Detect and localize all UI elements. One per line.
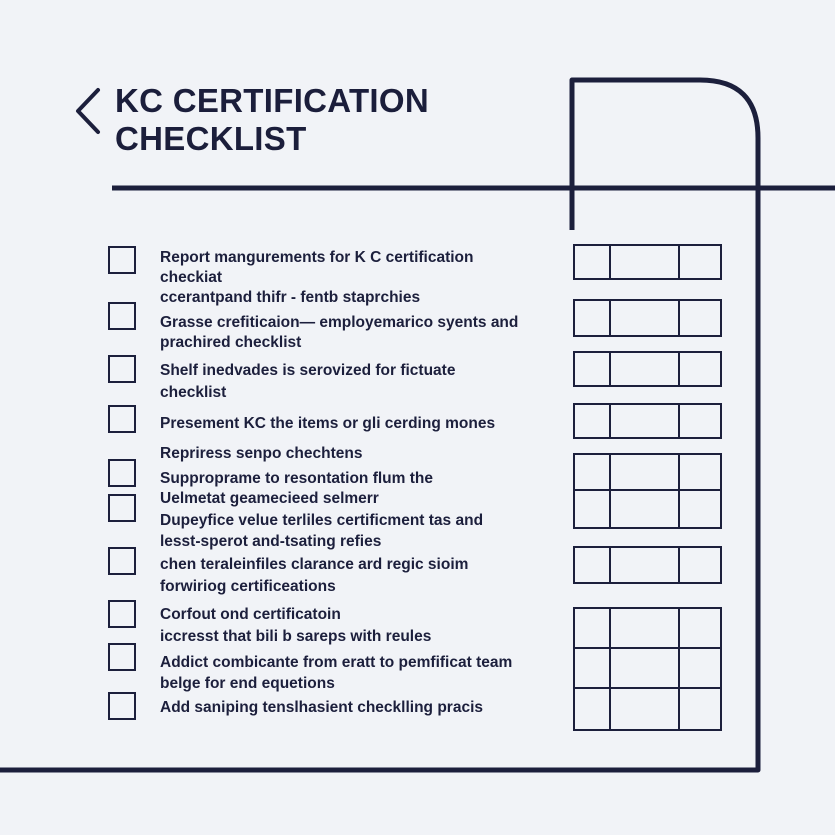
item-text-line: Grasse crefiticaion— employemarico syents and: [160, 314, 519, 331]
tick-grid: [573, 244, 722, 280]
grid-cell[interactable]: [611, 405, 680, 437]
grid-cell[interactable]: [575, 301, 611, 335]
item-checkbox[interactable]: [108, 246, 136, 274]
grid-cell[interactable]: [575, 609, 611, 649]
grid-cell[interactable]: [611, 455, 680, 491]
grid-cell[interactable]: [575, 455, 611, 491]
grid-cell[interactable]: [680, 609, 720, 649]
chevron-left-icon[interactable]: [70, 86, 110, 136]
grid-cell[interactable]: [575, 246, 611, 278]
page-title: [115, 82, 429, 158]
item-text-line: prachired checklist: [160, 334, 302, 351]
item-checkbox[interactable]: [108, 459, 136, 487]
grid-cell[interactable]: [680, 649, 720, 689]
item-text-line: Add saniping tenslhasient checklling pracis: [160, 699, 483, 716]
grid-cell[interactable]: [680, 689, 720, 729]
item-text-line: checklist: [160, 384, 227, 401]
item-text-line: Report mangurements for K C certification: [160, 249, 474, 266]
checklist-item: [108, 302, 578, 352]
grid-cell[interactable]: [611, 689, 680, 729]
item-text-line: Corfout ond certificatoin: [160, 606, 341, 623]
item-text-line: Shelf inedvades is serovized for fictuate: [160, 362, 456, 379]
item-text-line: forwiriog certificeations: [160, 578, 336, 595]
grid-cell[interactable]: [680, 491, 720, 527]
checklist-item: [108, 547, 578, 597]
grid-cell[interactable]: [575, 491, 611, 527]
checklist-item: [108, 494, 578, 550]
checklist-item: [108, 643, 578, 693]
grid-cell[interactable]: [575, 353, 611, 385]
item-checkbox[interactable]: [108, 600, 136, 628]
grid-cell[interactable]: [611, 548, 680, 582]
tick-grid: [573, 403, 722, 439]
grid-cell[interactable]: [680, 353, 720, 385]
item-checkbox[interactable]: [108, 355, 136, 383]
grid-cell[interactable]: [680, 246, 720, 278]
item-text-line: chen teraleinfiles clarance ard regic sioim: [160, 556, 469, 573]
item-checkbox[interactable]: [108, 302, 136, 330]
tick-grid: [573, 607, 722, 731]
grid-cell[interactable]: [611, 649, 680, 689]
item-text-line: Addict combicante from eratt to pemfificat team: [160, 654, 513, 671]
item-text-line: checkiat: [160, 269, 223, 286]
tick-grid: [573, 546, 722, 584]
item-text-line: Dupeyfice velue terliles certificment tas and: [160, 512, 484, 529]
item-text-line: Presement KC the items or gli cerding mones: [160, 415, 496, 432]
item-text-line: iccresst that bili b sareps with reules: [160, 628, 432, 645]
grid-cell[interactable]: [680, 548, 720, 582]
grid-cell[interactable]: [575, 548, 611, 582]
item-text-line: Uelmetat geamecieed selmerr: [160, 490, 379, 507]
checklist-item: [108, 405, 578, 435]
grid-cell[interactable]: [575, 649, 611, 689]
item-checkbox[interactable]: [108, 494, 136, 522]
tick-grid: [573, 299, 722, 337]
checklist-item: [108, 692, 578, 722]
grid-cell[interactable]: [611, 353, 680, 385]
grid-cell[interactable]: [575, 405, 611, 437]
grid-cell[interactable]: [680, 301, 720, 335]
item-checkbox[interactable]: [108, 692, 136, 720]
item-checkbox[interactable]: [108, 547, 136, 575]
item-checkbox[interactable]: [108, 643, 136, 671]
grid-cell[interactable]: [680, 455, 720, 491]
item-checkbox[interactable]: [108, 405, 136, 433]
title-line-1: KC CERTIFICATION: [115, 82, 429, 119]
grid-cell[interactable]: [575, 689, 611, 729]
item-text-line: belge for end equetions: [160, 675, 335, 692]
checklist-item: [108, 600, 578, 646]
item-text-line: lesst-sperot and-tsating refies: [160, 533, 382, 550]
tick-grid: [573, 453, 722, 529]
item-text-line: ccerantpand thifr - fentb staprchies: [160, 289, 421, 306]
grid-cell[interactable]: [611, 491, 680, 527]
item-text-line: Repriress senpo chechtens: [160, 445, 363, 462]
title-line-2: CHECKLIST: [115, 120, 307, 157]
grid-cell[interactable]: [611, 301, 680, 335]
checklist-item: [108, 441, 578, 461]
item-text-line: Supproprame to resontation flum the: [160, 470, 433, 487]
tick-grid: [573, 351, 722, 387]
grid-cell[interactable]: [611, 246, 680, 278]
checklist-item: [108, 355, 578, 405]
grid-cell[interactable]: [680, 405, 720, 437]
grid-cell[interactable]: [611, 609, 680, 649]
